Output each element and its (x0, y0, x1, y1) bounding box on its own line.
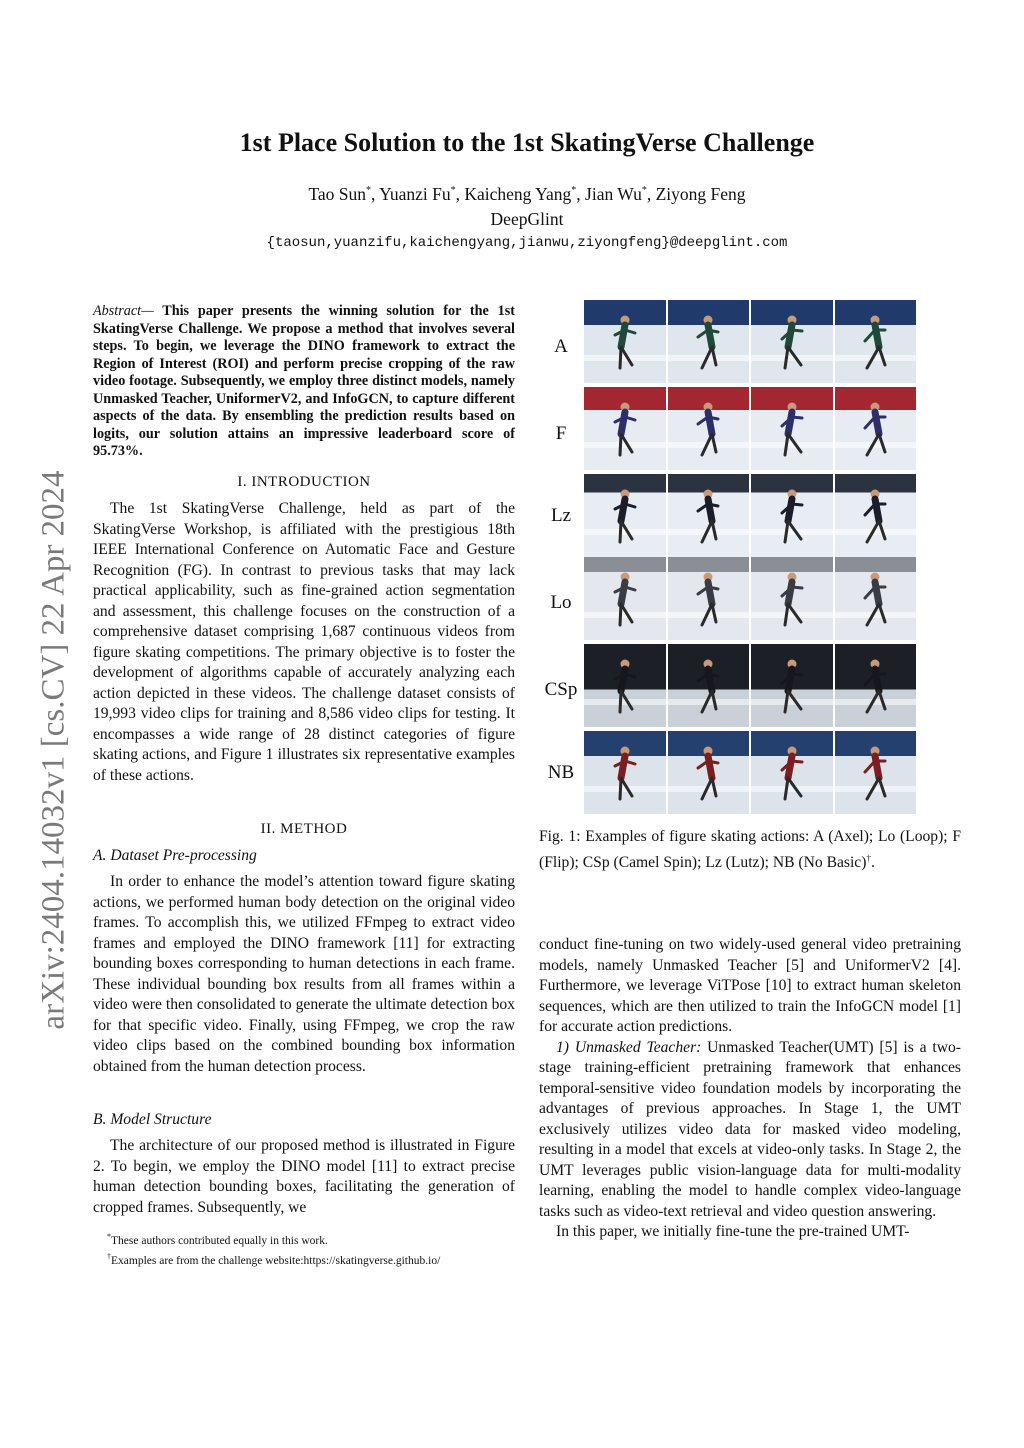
figure-frame-image (835, 474, 917, 557)
footnotes (93, 1229, 523, 1269)
introduction-body (93, 499, 515, 786)
figure-row (584, 557, 916, 640)
figure-frame-image (668, 387, 750, 470)
figure-frame-image (751, 300, 833, 383)
author-name: Yuanzi Fu (379, 184, 451, 204)
figure-frame-image (584, 731, 666, 814)
figure-row (584, 731, 916, 814)
figure-frame-image (668, 644, 750, 727)
figure-row-label: F (555, 423, 567, 444)
figure-frame-image (835, 557, 917, 640)
figure-frame-image (668, 557, 750, 640)
author-name: Jian Wu (585, 184, 642, 204)
author-mark: * (366, 185, 372, 197)
figure-row (584, 644, 916, 727)
umt-paragraph: 1) Unmasked Teacher: Unmasked Teacher(UMT) [5] is a two-stage training-efficient pretraining framework that enhances temporal-sensitive video foundation models by incorporating the advantages of previous approaches. In Stage 1, the UMT exclusively utilizes video data for masked video modeling, resulting in a model that excels at video-only tasks. In Stage 2, the UMT leverages public vision-language data for multi-modality learning, enabling the model to handle complex video-language tasks such as video-text retrieval and video question answering. (539, 1038, 961, 1220)
right-column-body (539, 935, 961, 1243)
figure-row-label: Lz (550, 505, 572, 526)
subsection-heading-model: B. Model Structure (93, 1111, 212, 1128)
author-mark: * (571, 185, 577, 197)
figure-frame-image (668, 474, 750, 557)
figure-frame-image (835, 387, 917, 470)
model-paragraph: The architecture of our proposed method is illustrated in Figure 2. To begin, we employ the DINO model [11] to extract precise human detection bounding boxes, facilitating the generation of cropped frames. Subsequently, we (93, 1137, 515, 1216)
author-emails: {taosun,yuanzifu,kaichengyang,jianwu,ziyongfeng}@deepglint.com (266, 235, 788, 251)
figure-frame-image (668, 300, 750, 383)
figure-frame-image (751, 731, 833, 814)
figure-frame-image (584, 474, 666, 557)
right-column-paragraph: conduct fine-tuning on two widely-used general video pretraining models, namely Unmasked Teacher [5] and UniformerV2 [4]. Furthermore, we leverage ViTPose [10] to extract human skeleton sequences, which are then utilized to train the InfoGCN model [1] for accurate action predictions. (539, 936, 961, 1035)
arxiv-identifier-text: arXiv:2404.14032v1 [cs.CV] 22 Apr 2024 (35, 470, 72, 1030)
right-column-paragraph: In this paper, we initially fine-tune the pre-trained UMT- (556, 1223, 910, 1240)
figure-frame-image (835, 300, 917, 383)
affiliation: DeepGlint (490, 209, 564, 229)
dataset-preprocessing-body (93, 872, 515, 1077)
author-name: Kaicheng Yang (464, 184, 572, 204)
footnote-equal: *These authors contributed equally in this work. (107, 1232, 328, 1247)
figure-frame-image (584, 300, 666, 383)
author-name: Tao Sun (308, 184, 367, 204)
figure-row-label: NB (547, 762, 575, 783)
abstract-lead: Abstract— (93, 303, 154, 319)
dataset-paragraph: In order to enhance the model’s attention toward figure skating actions, we performed human body detection on the original video frames. To accomplish this, we utilized FFmpeg to extract video frames and employed the DINO framework [11] for extracting bounding boxes corresponding to human detections in each frame. These individual bounding box results from all frames within a video were then consolidated to generate the ultimate detection box for that specific video. Finally, using FFmpeg, we crop the raw video clips based on the combined bounding box information obtained from the human detection process. (93, 873, 515, 1075)
figure-row (584, 300, 916, 383)
author-mark: * (450, 185, 456, 197)
figure-row-label: CSp (544, 679, 578, 700)
author-list: Tao Sun*, Yuanzi Fu*, Kaicheng Yang*, Jian Wu*, Ziyong Feng (308, 184, 746, 204)
figure-row-label: Lo (550, 592, 572, 613)
footnote-source: †Examples are from the challenge website:https://skatingverse.github.io/ (107, 1251, 441, 1267)
figure-row (584, 474, 916, 557)
umt-heading: 1) Unmasked Teacher: (556, 1038, 702, 1056)
section-heading-introduction: I. INTRODUCTION (237, 474, 371, 490)
arxiv-identifier (35, 448, 72, 1052)
subsection-heading-dataset: A. Dataset Pre-processing (93, 847, 257, 864)
figure-frame-image (668, 731, 750, 814)
figure-frame-image (584, 557, 666, 640)
section-heading-method: II. METHOD (260, 821, 348, 837)
figure-frame-image (835, 731, 917, 814)
paper-title: 1st Place Solution to the 1st SkatingVerse Challenge (239, 128, 815, 157)
figure-frame-image (584, 387, 666, 470)
figure-frame-image (751, 557, 833, 640)
author-mark: * (641, 185, 647, 197)
figure-frame-image (835, 644, 917, 727)
figure-row (584, 387, 916, 470)
figure-frame-image (751, 644, 833, 727)
figure-row-label: A (554, 336, 568, 357)
abstract-text: This paper presents the winning solution for the 1st SkatingVerse Challenge. We propose a method that involves several steps. To begin, we leverage the DINO framework to extract the Region of Interest (ROI) and perform precise cropping of the raw video footage. Subsequently, we employ three distinct models, namely Unmasked Teacher, UniformerV2, and InfoGCN, to capture different aspects of the data. By ensembling the prediction results based on logits, our solution attains an impressive leaderboard score of 95.73%. (93, 303, 515, 459)
abstract (93, 303, 515, 461)
figure-frame-image (584, 644, 666, 727)
author-name: Ziyong Feng (655, 184, 746, 204)
figure-frame-image (751, 387, 833, 470)
introduction-paragraph: The 1st SkatingVerse Challenge, held as part of the SkatingVerse Workshop, is affiliated with the prestigious 18th IEEE International Conference on Automatic Face and Gesture Recognition (FG). In contrast to previous tasks that may lack practical applicability, such as fine-grained action segmentation and assessment, this challenge focuses on the construction of a comprehensive dataset comprising 1,687 continuous videos from figure skating competitions. The primary objective is to foster the development of algorithms capable of accurately analyzing each action depicted in these videos. The challenge dataset consists of 19,993 video clips for training and 8,586 video clips for testing. It encompasses a wide range of 28 distinct categories of figure skating actions, and Figure 1 illustrates six representative examples of these actions. (93, 500, 515, 784)
figure-frame-image (751, 474, 833, 557)
figure-1-caption: Fig. 1: Examples of figure skating actions: A (Axel); Lo (Loop); F (Flip); CSp (Camel Spin); Lz (Lutz); NB (No Basic)†. (539, 828, 961, 871)
model-structure-body (93, 1136, 515, 1218)
